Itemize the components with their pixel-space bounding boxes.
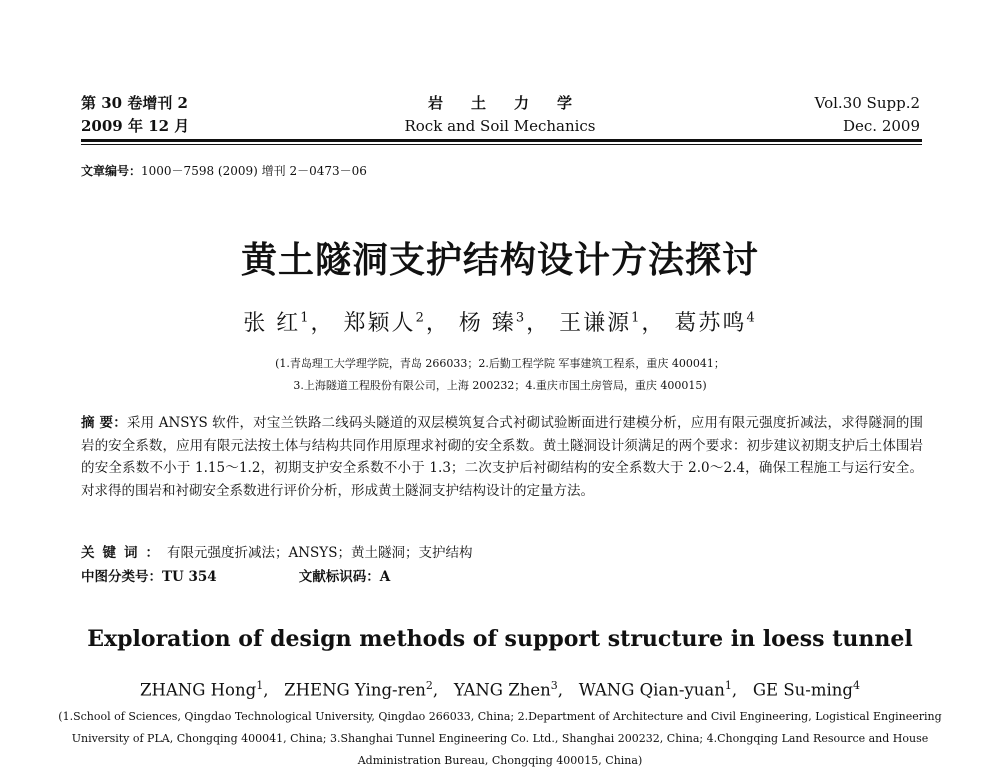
keywords-cn <box>81 541 472 561</box>
article-number-value: 1000－7598 (2009) 增刊 2－0473－06 <box>141 164 367 178</box>
author-en: GE Su-ming <box>752 680 853 700</box>
clc-value: TU 354 <box>162 569 217 585</box>
article-number-label: 文章编号： <box>81 164 142 178</box>
affiliation-line: (1.School of Sciences, Qingdao Technological University, Qingdao 266033, China; 2.Department of Architecture and Civil Engineering, Logistical Engineering <box>58 710 942 723</box>
journal-name-en: Rock and Soil Mechanics <box>404 117 596 135</box>
affiliation-line: Administration Bureau, Chongqing 400015, China) <box>357 754 643 767</box>
clc-label: 中图分类号： <box>81 569 162 585</box>
volume-issue-en: Vol.30 Supp.2 <box>814 94 920 112</box>
date-cn: 2009 年 12 月 <box>81 117 190 135</box>
date-en: Dec. 2009 <box>842 117 920 135</box>
abstract-cn <box>81 412 923 502</box>
author-en: YANG Zhen <box>453 680 551 700</box>
doc-code-label: 文献标识码： <box>298 569 380 585</box>
author-cn: 张 红 <box>243 311 301 336</box>
author-cn: 王谦源 <box>559 311 632 336</box>
article-number <box>81 162 367 179</box>
author-affil-mark: 3 <box>515 310 527 326</box>
affiliation-line: (1.青岛理工大学理学院，青岛 266033；2.后勤工程学院 军事建筑工程系，重庆 400041； <box>275 357 725 370</box>
author-affil-mark: 3 <box>550 679 558 692</box>
author-cn: 郑颖人 <box>343 311 416 336</box>
keywords-text: 有限元强度折减法；ANSYS；黄土隧洞；支护结构 <box>167 545 473 561</box>
author-affil-mark: 1 <box>724 679 732 692</box>
header-rule-thick <box>81 139 922 142</box>
author-en: ZHANG Hong <box>140 680 257 700</box>
author-affil-mark: 1 <box>631 310 642 326</box>
volume-issue-cn: 第 30 卷增刊 2 <box>81 94 188 112</box>
author-list-cn: 张 红$^1$， 郑颖人$^2$， 杨 臻$^3$， 王谦源$^1$， 葛苏鸣$^4$ <box>243 310 757 336</box>
author-affil-mark: 4 <box>852 679 860 692</box>
paper-title-cn: 黄土隧洞支护结构设计方法探讨 <box>240 240 759 281</box>
author-affil-mark: 1 <box>300 310 311 326</box>
header-rule-thin <box>81 144 922 145</box>
author-affil-mark: 1 <box>256 679 264 692</box>
paper-title-en: Exploration of design methods of support structure in loess tunnel <box>87 626 913 652</box>
classification-cn <box>81 565 390 585</box>
journal-header-right <box>815 92 920 138</box>
author-list-en: ZHANG Hong$^1$, ZHENG Ying-ren$^2$, YANG Zhen$^3$, WANG Qian-yuan$^1$, GE Su-ming$^4$ <box>140 679 860 700</box>
affiliations-en <box>0 706 1000 772</box>
doc-code-value: A <box>379 569 391 585</box>
abstract-label: 摘 要： <box>81 415 127 431</box>
affiliation-line: University of PLA, Chongqing 400041, China; 3.Shanghai Tunnel Engineering Co. Ltd., Shanghai 200232, China; 4.Chongqing Land Resource and House <box>71 732 929 745</box>
abstract-text: 采用 ANSYS 软件，对宝兰铁路二线码头隧道的双层模筑复合式衬砌试验断面进行建模分析，应用有限元强度折减法，求得隧洞的围岩的安全系数，应用有限元法按土体与结构共同作用原理求衬砌的安全系数。黄土隧洞设计须满足的两个要求：初步建议初期支护后土体围岩的安全系数不小于 1.15～1.2，初期支护安全系数不小于 1.3；二次支护后衬砌结构的安全系数大于 2.0～2.4，确保工程施工与运行安全。对求得的围岩和衬砌安全系数进行评价分析，形成黄土隧洞支护结构设计的定量方法。 <box>81 415 923 499</box>
keywords-label: 关键词： <box>81 545 167 561</box>
author-en: ZHENG Ying-ren <box>284 680 426 700</box>
author-cn: 杨 臻 <box>458 311 516 336</box>
affiliation-line: 3.上海隧道工程股份有限公司，上海 200232；4.重庆市国土房管局，重庆 400015) <box>293 379 707 392</box>
author-cn: 葛苏鸣 <box>674 311 747 336</box>
affiliations-cn <box>0 353 1000 397</box>
journal-name-cn: 岩土力学 <box>427 94 600 112</box>
author-affil-mark: 2 <box>415 310 426 326</box>
author-en: WANG Qian-yuan <box>578 680 725 700</box>
journal-header-left <box>81 92 189 138</box>
author-affil-mark: 4 <box>746 310 757 326</box>
author-affil-mark: 2 <box>425 679 433 692</box>
journal-header-center <box>300 92 700 138</box>
